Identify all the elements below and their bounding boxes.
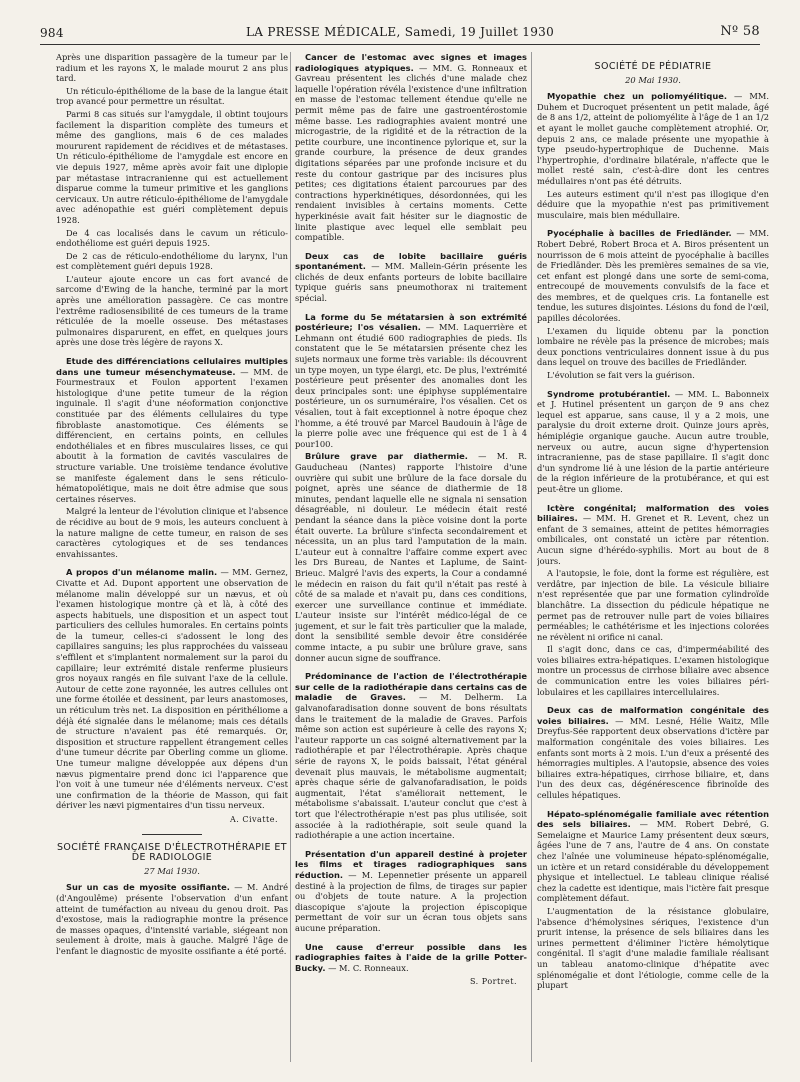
paragraph: A l'autopsie, le foie, dont la forme est régulière, est verdâtre, par injection de bile. La vésicule biliaire n'est représentée que par une formation cylindroïde blanchâtre. La dissection du pédicule hépatique ne permet pas de retrouver nulle part de voies biliaires perméables; le cathétérisme et les injections colorées ne révèlent ni orifice ni canal. <box>537 568 769 642</box>
article-heading: Une cause d'erreur possible dans les radiographies faites à l'aide de la grille Potter-Bucky. <box>295 941 527 973</box>
article-body: — M. C. Ronneaux. <box>328 962 409 973</box>
article-heading: La forme du 5e métatarsien à son extrémité postérieure; l'os vésalien. <box>295 311 527 333</box>
paragraph: Après une disparition passagère de la tumeur par le radium et les rayons X, le malade mourut 2 ans plus tard. <box>56 52 288 84</box>
section-separator <box>142 834 202 835</box>
column-divider <box>531 52 532 1062</box>
article-heading: Présentation d'un appareil destiné à projeter les films et tirages radiographiques sans réduction. <box>295 848 527 880</box>
article-body: — MM. Laquerrière et Lehmann ont étudié 600 radiographies de pieds. Ils constatent que le 5e métatarsien présente chez les sujets normaux une forme très variable: ils découvrent un type moyen, un type élargi, etc. De plus, l'extrémité postérieure peut présenter des anomalies dont les deux principales sont: une épiphyse supplémentaire postérieure, un os surnuméraire, l'os vésalien. Cet os vésalien, tout à fait exceptionnel à notre époque chez l'homme, a été trouvé par Marcel Baudouin à l'âge de la pierre polie avec une fréquence qui est de 1 à 4 pour100. <box>295 322 527 449</box>
issue-number: Nº 58 <box>720 24 760 39</box>
article-heading: Myopathie chez un poliomyélitique. <box>547 91 728 102</box>
article-paragraph <box>537 91 769 186</box>
article-paragraph <box>295 451 527 663</box>
section-title: SOCIÉTÉ DE PÉDIATRIE <box>594 61 712 72</box>
article-paragraph <box>295 942 527 974</box>
article-heading: Brûlure grave par diathermie. <box>305 451 468 462</box>
paragraph: L'évolution se fait vers la guérison. <box>547 370 695 381</box>
article-body: — MM. Gernez, Civatte et Ad. Dupont apportent une observation de mélanome malin développé sur un nævus, et où l'examen histologique montre çà et là, à côté des aspects habituels, une disposition et un aspect tout particuliers des cellules humorales. En certains points de la tumeur, celles-ci s'adossent le long des capillaires sanguins; les plus rapprochées du vaisseau s'effilent et s'implantent normalement sur la paroi du capillaire; leur extrémité distale renferme plusieurs gros noyaux rangés en file suivant l'axe de la cellule. Autour de cette zone rayonnée, les autres cellules ont une forme étoilée et dessinent, par leurs anastomoses, un réticulum très net. La disposition en périthéliome a déjà été signalée dans le mélanome; mais ces détails de structure n'avaient pas été remarqués. Or, disposition et structure rappellent étrangement celles d'une tumeur décrite par Oberling comme un gliome. Une tumeur maligne développée aux dépens d'un nævus pigmentaire prend donc ici l'apparence que l'on voit à une tumeur née d'éléments nerveux. C'est une confirmation de la théorie de Masson, qui fait dériver les nævi pigmentaires d'un tissu nerveux. <box>56 567 288 811</box>
article-body: — MM. L. Babonneix et J. Hutinel présentent un garçon de 9 ans chez lequel est apparue, sans cause, il y a 2 mois, une paralysie du droit externe droit. Quinze jours après, hémiplégie organique gauche. Aucun autre trouble, nerveux ou autre, aucun signe d'hypertension intracranienne, pas de stase papillaire. Il s'agit donc d'un syndrome lié à une lésion de la partie antérieure de la région inférieure de la protubérance, et qui est peut-être un gliome. <box>537 388 769 494</box>
article-body: — M. Delherm. La galvanofaradisation donne souvent de bons résultats dans le traitement de la maladie de Graves. Parfois même son action est supérieure à celle des rayons X; l'auteur rapporte un cas soigné alternativement par la radiothérapie et par l'électrothérapie. Après chaque série de rayons X, le poids baissait, l'état général devenait plus mauvais, le métabolisme augmentait; après chaque série de galvanofaradisation, le poids augmentait, l'état s'améliorait nettement, le métabolisme s'abaissait. L'auteur conclut que c'est à tort que l'électrothérapie n'est pas plus utilisée, soit associée à la radiothérapie, soit seule quand la radiothérapie a une action incertaine. <box>295 692 527 841</box>
paragraph: L'auteur ajoute encore un cas fort avancé de sarcome d'Ewing de la hanche, terminé par la mort après une amélioration passagère. Ce cas montre l'extrême radiosensibilité de ces tumeurs de la trame réticulée de la moelle osseuse. Des métastases pulmonaires disparurent, en effet, en quelques jours après une dose très légère de rayons X. <box>56 273 288 348</box>
article-paragraph <box>56 356 288 504</box>
paragraph: Un réticulo-épithéliome de la base de la langue était trop avancé pour permettre un résultat. <box>56 85 288 107</box>
article-paragraph <box>537 503 769 567</box>
article-paragraph <box>537 228 769 323</box>
article-paragraph <box>295 849 527 934</box>
article-paragraph <box>56 567 288 811</box>
article-heading: Prédominance de l'action de l'électrothérapie sur celle de la radiothérapie dans certains cas de maladie de Graves. <box>295 671 527 703</box>
article-paragraph <box>537 389 769 495</box>
article-body: — MM. G. Ronneaux et Gavreau présentent les clichés d'une malade chez laquelle l'opération révéla l'existence d'une infiltration en masse de l'estomac tellement étendue qu'elle ne permit même pas de faire une gastroentérostomie même basse. Les radiographies avaient montré une microgastrie, de la rigidité et de la rétraction de la petite courbure, une incontinence pylorique et, sur la grande courbure, la présence de deux grandes digitations séparées par une profonde incisure et du reste du contour gastrique par des incisures plus petites; ces digitations étaient parcourues par des contractions hyperkinétiques, désordonnées, qui les rendaient invisibles à certains moments. Cette hyperkinésie avait fait hésiter sur le diagnostic de linite plastique avec lequel elle semblait peu compatible. <box>295 62 527 243</box>
article-heading: Hépato-splénomégalie familiale avec rétention des sels biliaires. <box>537 808 769 830</box>
running-title: LA PRESSE MÉDICALE, Samedi, 19 Juillet 1930 <box>245 25 555 39</box>
column-left <box>56 52 288 1070</box>
article-heading: A propos d'un mélanome malin. <box>66 567 218 578</box>
section-date: 20 Mai 1930. <box>625 74 681 85</box>
column-middle <box>295 52 527 1070</box>
article-heading: Cancer de l'estomac avec signes et images radiologiques atypiques. <box>295 52 527 73</box>
paragraph: De 2 cas de réticulo-endothéliome du larynx, l'un est complètement guéri depuis 1928. <box>56 250 288 272</box>
signature: S. Portret. <box>469 977 517 987</box>
article-body: — MM. Robert Debré, G. Semelaigne et Maurice Lamy présentent deux sœurs, âgées l'une de 7 ans, l'autre de 4 ans. On constate chez l'aînée une volumineuse hépato-splénomégalie, un ictère et un retard considérable du développement physique et intellectuel. Le tableau clinique réalisé chez la cadette est identique, mais l'ictère fait presque complètement défaut. <box>537 819 769 904</box>
article-heading: Deux cas de lobite bacillaire guéris spontanément. <box>295 250 527 272</box>
column-right <box>537 52 769 1070</box>
paragraph: Parmi 8 cas situés sur l'amygdale, il obtint toujours facilement la disparition complète des tumeurs et même des ganglions, mais 6 de ces malades moururent rapidement de récidives et de métastases. Un réticulo-épithéliome de l'amygdale est encore en vie depuis 1927, même après avoir fait une diplopie par métastase intracranienne qui est actuellement disparue comme la tumeur primitive et les ganglions cervicaux. Un autre réticulo-épithéliome de l'amygdale avec adénopathie est guéri complètement depuis 1928. <box>56 108 288 225</box>
article-body: — M. André (d'Angoulême) présente l'observation d'un enfant atteint de tuméfaction au niveau du genou droit. Pas d'exostose, mais la radiographie montre la présence de masses opaques, d'intensité variable, siégeant non seulement à droite, mais à gauche. Malgré l'âge de l'enfant le diagnostic de myosite ossifiante a été porté. <box>56 882 288 956</box>
article-body: — MM. Lesné, Hélie Waitz, Mlle Dreyfus-Sée rapportent deux observations d'ictère par malformation congénitale des voies biliaires. Les enfants sont morts à 2 mois. L'un d'eux a présenté des hémorragies multiples. A l'autopsie, absence des voies biliaires extra-hépatiques, cirrhose biliaire, et, dans l'un des deux cas, dégénérescence fibrinoïde des cellules hépatiques. <box>537 715 769 800</box>
article-body: — MM. Mallein-Gérin présente les clichés de deux enfants porteurs de lobite bacillaire typique guéris sans pneumothorax ni traitement spécial. <box>295 261 527 304</box>
article-heading: Syndrome protubérantiel. <box>547 388 671 399</box>
paragraph: L'augmentation de la résistance globulaire, l'absence d'hémolysines sériques, l'existence d'un prurit intense, la présence de sels biliaires dans les urines permettent d'éliminer l'ictère hémolytique congénital. Il s'agit d'une maladie familiale réalisant un tableau anatomo-clinique d'hépatite avec splénomégalie et dont l'étiologie, comme celle de la plupart <box>537 905 769 991</box>
article-paragraph <box>295 52 527 243</box>
article-heading: Deux cas de malformation congénitale des voies biliaires. <box>537 705 769 726</box>
paragraph: De 4 cas localisés dans le cavum un réticulo-endothéliome est guéri depuis 1925. <box>56 227 288 249</box>
article-body: — MM. H. Grenet et R. Levent, chez un enfant de 3 semaines, atteint de petites hémorragies ombilicales, ont constaté un ictère par rétention. Aucun signe d'hérédo-syphilis. Mort au bout de 8 jours. <box>537 513 769 566</box>
article-paragraph <box>295 671 527 841</box>
article-body: — M. R. Gauducheau (Nantes) rapporte l'histoire d'une ouvrière qui subit une brûlure de la face dorsale du poignet, après une séance de diathermie de 18 minutes, pendant laquelle elle ne signala ni sensation désagréable, ni douleur. Le médecin était resté pendant la séance dans la pièce voisine dont la porte était ouverte. La brûlure s'infecta secondairement et nécessita, un an plus tard l'amputation de la main. L'auteur eut à connaître l'affaire comme expert avec les Drs Bureau, de Nantes et Laplume, de Saint-Brieuc. Malgré l'avis des experts, la Cour a condamné le médecin en raison du fait qu'il n'était pas resté à côté de sa malade et n'avait pu, dans ces conditions, exercer une surveillance continue et immédiate. L'auteur insiste sur l'intérêt médico-légal de ce jugement, et sur le fait très particulier que la malade, dont la sensibilité semble devoir être considérée comme intacte, a pu subir une brûlure grave, sans donner aucun signe de souffrance. <box>295 451 527 663</box>
paragraph: Malgré la lenteur de l'évolution clinique et l'absence de récidive au bout de 9 mois, les auteurs concluent à la nature maligne de cette tumeur, en raison de ses caractères cytologiques et de ses tendances envahissantes. <box>56 506 288 559</box>
article-body: — MM. Duhem et Ducroquet présentent un petit malade, âgé de 8 ans 1/2, atteint de poliomyélite à l'âge de 1 an 1/2 et ayant le mollet gauche complètement atrophié. Or, depuis 2 ans, ce malade présente une myopathie à type pseudo-hypertrophique de Duchenne. Mais l'hypertrophie, d'ordinaire bilatérale, n'affecte que le mollet resté sain, c'est-à-dire dont les centres médullaires n'ont pas été détruits. <box>537 91 769 186</box>
section-date: 27 Mai 1930. <box>144 865 200 876</box>
paragraph: Les auteurs estiment qu'il n'est pas illogique d'en déduire que la myopathie n'est pas primitivement musculaire, mais bien médullaire. <box>537 188 769 220</box>
article-heading: Pyocéphalie à bacilles de Friedländer. <box>547 228 732 239</box>
article-heading: Ictère congénital; malformation des voies biliaires. <box>537 502 769 524</box>
article-body: — MM. Robert Debré, Robert Broca et A. Biros présentent un nourrisson de 6 mois atteint de pyocéphalie à bacilles de Friedländer. Dès les premières semaines de sa vie, cet enfant est plongé dans une sorte de semi-coma, entrecoupé de mouvements convulsifs de la face et des membres, et de quelques cris. La fontanelle est tendue, les sutures disjointes. Lésions du fond de l'œil, papilles décolorées. <box>537 228 769 324</box>
signature: A. Civatte. <box>229 814 278 824</box>
article-body: — MM. de Fourmestraux et Foulon apportent l'examen histologique d'une petite tumeur de la région inguinale. Il s'agit d'une néoformation conjonctive constituée par des éléments cellulaires du type fibroblaste anastomotique. Ces éléments se différencient, en certains points, en cellules endothéliales et en fibres musculaires lisses, ce qui aboutit à la formation de cavités vasculaires de structure variable. Une troisième tendance évolutive se manifeste également dans le sens réticulo-hématopoïétique, mais ne doit être admise que sous certaines réserves. <box>56 366 288 504</box>
page-number: 984 <box>40 26 64 40</box>
article-paragraph <box>537 809 769 904</box>
article-body: — M. Lepennetier présente un appareil destiné à la projection de films, de tirages sur papier ou d'objets de toute nature. A la projection diascopique s'ajoute la projection épiscopique permettant de voir sur un écran tous objets sans aucune préparation. <box>295 869 527 933</box>
section-title: SOCIÉTÉ FRANÇAISE D'ÉLECTROTHÉRAPIE ET DE RADIOLOGIE <box>56 841 287 864</box>
article-paragraph <box>295 251 527 304</box>
paragraph: Il s'agit donc, dans ce cas, d'imperméabilité des voies biliaires extra-hépatiques. L'examen histologique montre un processus de cirrhose biliaire avec absence de communication entre les voies biliaires péri-lobulaires et les capillaires intercellulaires. <box>537 644 769 697</box>
article-heading: Etude des différenciations cellulaires multiples dans une tumeur mésenchymateuse. <box>56 356 288 377</box>
page-header <box>40 20 760 45</box>
article-paragraph <box>56 882 288 956</box>
article-paragraph <box>295 312 527 450</box>
column-divider <box>290 52 291 1062</box>
article-heading: Sur un cas de myosite ossifiante. <box>66 882 230 893</box>
article-paragraph <box>537 705 769 800</box>
paragraph: L'examen du liquide obtenu par la ponction lombaire ne révèle pas la présence de microbes; mais deux ponctions ventriculaires donnent issue à du pus dans lequel on trouve des bacilles de Friedländer. <box>537 325 769 368</box>
